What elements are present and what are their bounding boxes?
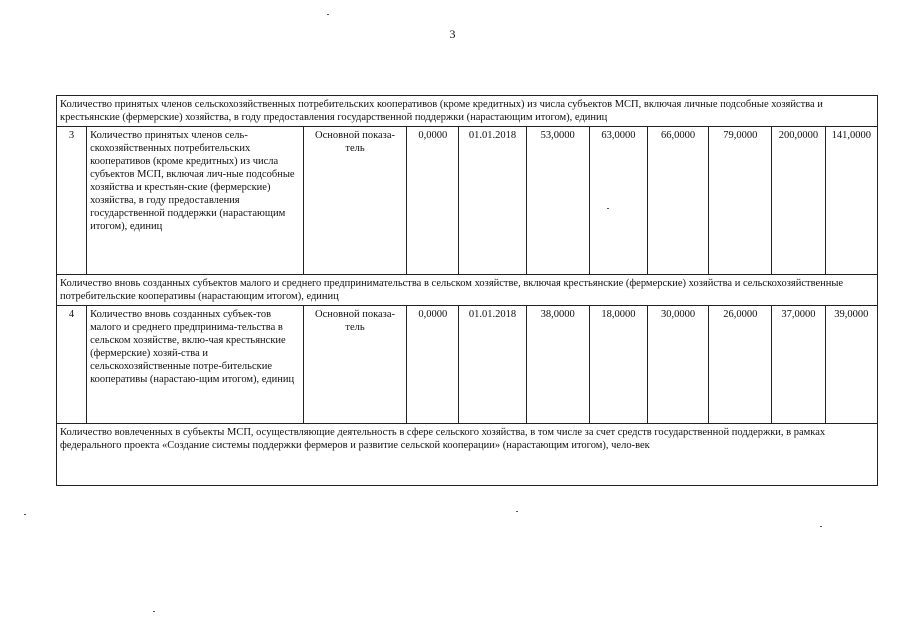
scan-speck [516,511,518,512]
section-header-row [57,275,878,306]
indicator-type: Основной показа-тель [303,306,406,424]
page-number: 3 [449,27,456,41]
scan-speck [820,526,822,527]
section-heading: Количество вновь созданных субъектов малого и среднего предпринимательства в сельском хозяйстве, включая крестьянские (фермерские) хозяйства и сельскохозяйственные потребительские кооперативы (нарастающим итогом), единиц [57,275,878,306]
base-date: 01.01.2018 [459,306,526,424]
year-value: 53,0000 [526,127,589,275]
section-header-row [57,424,878,486]
base-value: 0,0000 [407,306,459,424]
year-value: 141,0000 [825,127,877,275]
year-value: 30,0000 [647,306,708,424]
table-row [57,306,878,424]
table-row [57,127,878,275]
section-header-row [57,96,878,127]
indicator-name: Количество вновь созданных субъек-тов малого и среднего предпринима-тельства в сельском хозяйстве, вклю-чая крестьянские (фермерские) хозяй-ства и сельскохозяйственные потре-бительские кооперативы (нарастаю-щим итогом), единиц [87,306,304,424]
base-value: 0,0000 [407,127,459,275]
scan-speck [607,208,609,209]
year-value: 63,0000 [589,127,647,275]
year-value: 38,0000 [526,306,589,424]
scan-speck [327,14,329,15]
base-date: 01.01.2018 [459,127,526,275]
scan-speck [153,611,155,612]
section-heading: Количество принятых членов сельскохозяйственных потребительских кооперативов (кроме кредитных) из числа субъектов МСП, включая личные подсобные хозяйства и крестьянские (фермерские) хозяйства, в году предоставления государственной поддержки (нарастающим итогом), единиц [57,96,878,127]
indicator-name: Количество принятых членов сель-скохозяйственных потребительских кооперативов (кроме кредитных) из числа субъектов МСП, включая лич-ные подсобные хозяйства и крестьян-ские (фермерские) хозяйства, в году предоставления государственной поддержки (нарастающим итогом), единиц [87,127,304,275]
year-value: 26,0000 [709,306,772,424]
year-value: 200,0000 [772,127,825,275]
year-value: 79,0000 [709,127,772,275]
year-value: 18,0000 [589,306,647,424]
year-value: 66,0000 [647,127,708,275]
scan-speck [24,514,26,515]
year-value: 37,0000 [772,306,825,424]
row-number: 3 [57,127,87,275]
indicators-table [56,95,878,486]
row-number: 4 [57,306,87,424]
year-value: 39,0000 [825,306,877,424]
indicator-type: Основной показа-тель [303,127,406,275]
section-heading: Количество вовлеченных в субъекты МСП, осуществляющие деятельность в сфере сельского хозяйства, в том числе за счет средств государственной поддержки, в рамках федерального проекта «Создание системы поддержки фермеров и развитие сельской кооперации» (нарастающим итогом), чело-век [57,424,878,486]
